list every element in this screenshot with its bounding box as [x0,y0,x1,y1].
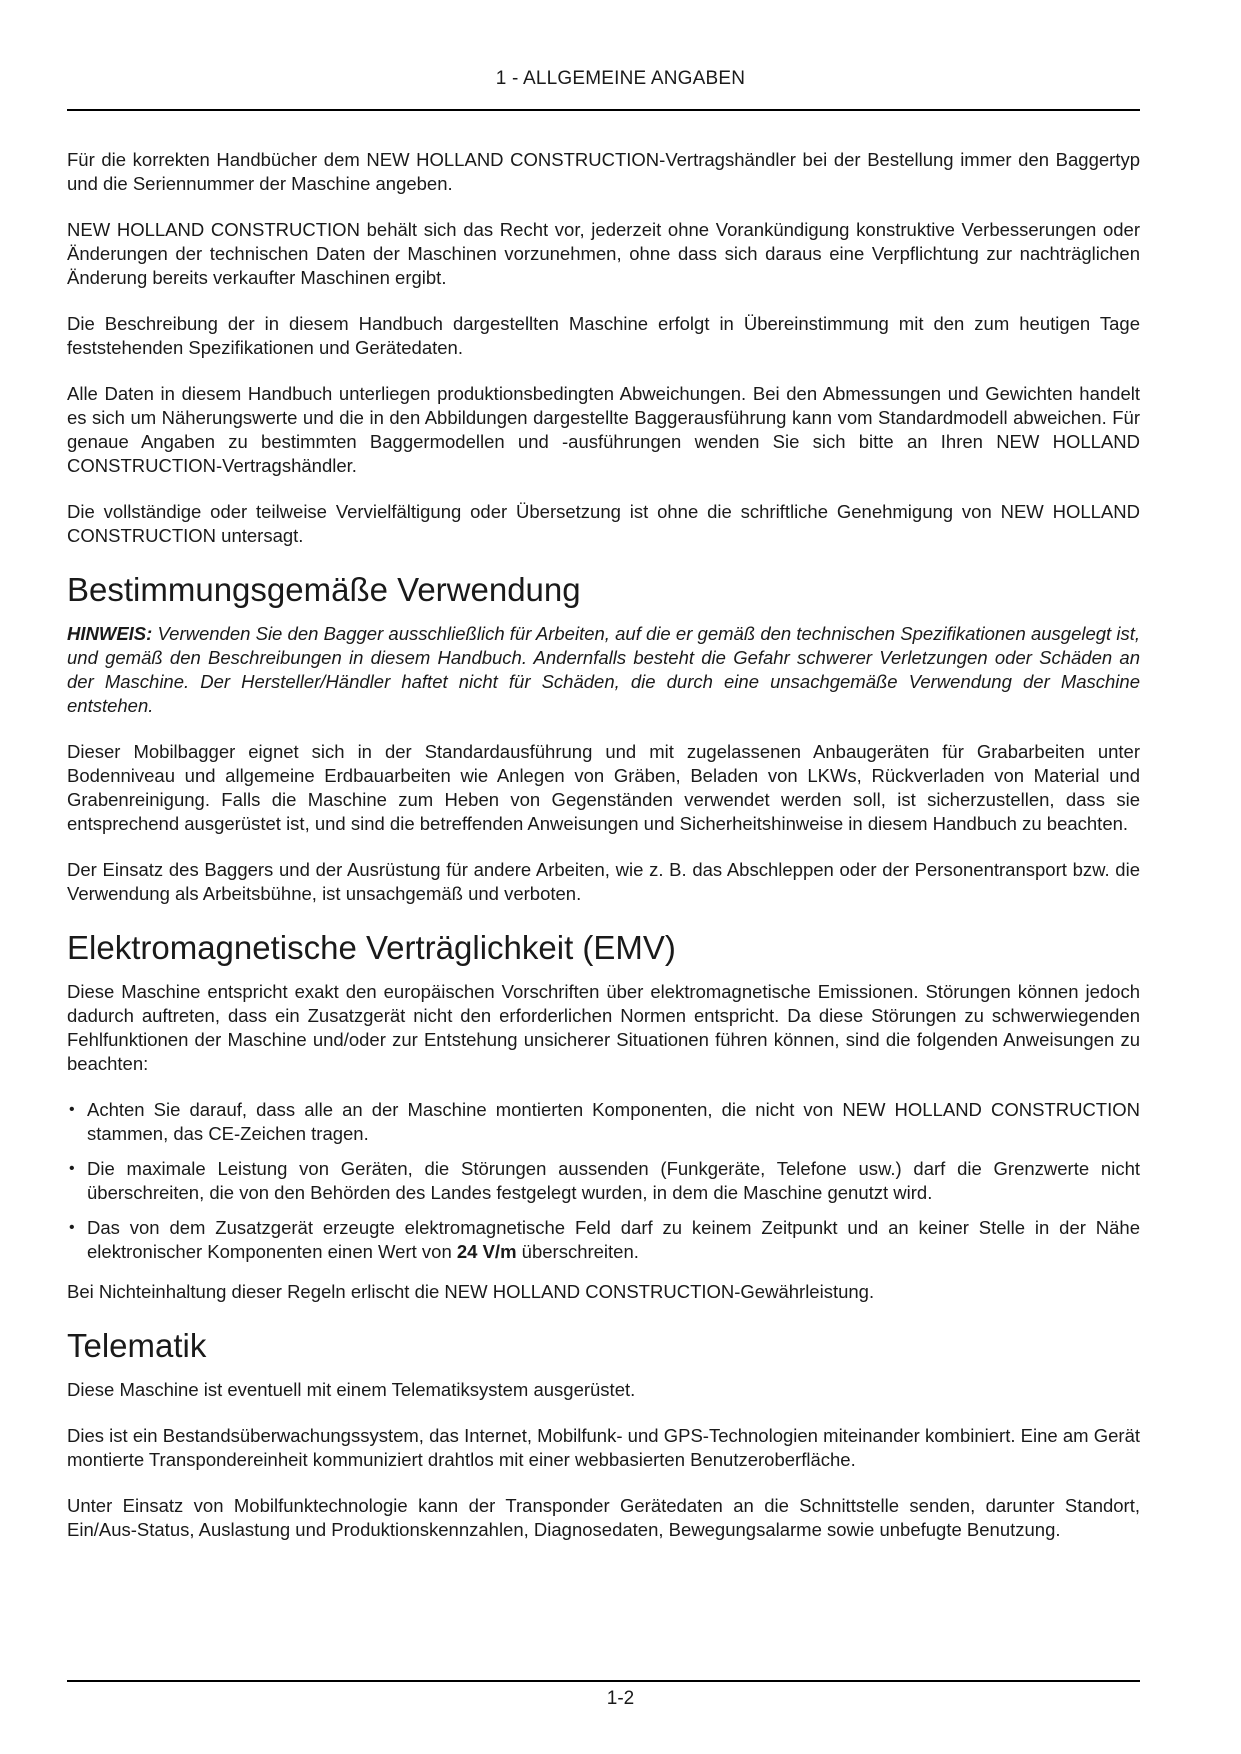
intro-paragraph: Die Beschreibung der in diesem Handbuch dargestellten Maschine erfolgt in Übereinstimmung mit den zum heutigen Tage feststehenden Spezifikationen und Gerätedaten. [67,313,1140,358]
telematik-paragraph: Unter Einsatz von Mobilfunktechnologie kann der Transponder Gerätedaten an die Schnittstelle senden, darunter Standort, Ein/Aus-Status, Auslastung und Produktionskennzahlen, Diagnosedaten, Bewegungsalarme sowie unbefugte Benutzung. [67,1495,1140,1540]
notice-text: Verwenden Sie den Bagger ausschließlich für Arbeiten, auf die er gemäß den technischen Spezifikationen ausgelegt ist, und gemäß den Beschreibungen in diesem Handbuch. Andernfalls besteht die Gefahr schwerer Verletzungen oder Schäden an der Maschine. Der Hersteller/Händler haftet nicht für Schäden, die durch eine unsachgemäße Verwendung der Maschine entstehen. [67,623,1141,716]
intro-paragraph: Alle Daten in diesem Handbuch unterliegen produktionsbedingten Abweichungen. Bei den Abmessungen und Gewichten handelt es sich um Näherungswerte und die in den Abbildungen dargestellte Baggerausführung kann vom Standardmodell abweichen. Für genaue Angaben zu bestimmten Baggermodellen und -ausführungen wenden Sie sich bitte an Ihren NEW HOLLAND CONSTRUCTION-Vertragshändler. [67,383,1140,476]
telematik-paragraph: Dies ist ein Bestandsüberwachungssystem, das Internet, Mobilfunk- und GPS-Technologien miteinander kombiniert. Eine am Gerät montierte Transpondereinheit kommuniziert drahtlos mit einer webbasierten Benutzeroberfläche. [67,1425,1140,1470]
emv-bullet-list [67,1098,1140,1264]
emv-bullet-item [67,1216,1140,1264]
section-heading-usage: Bestimmungsgemäße Verwendung [67,571,581,608]
emv-bullet-item: • Achten Sie darauf, dass alle an der Maschine montierten Komponenten, die nicht von NEW HOLLAND CONSTRUCTION stammen, das CE-Zeichen tragen. [67,1098,1140,1146]
intro-paragraph: Die vollständige oder teilweise Vervielfältigung oder Übersetzung ist ohne die schriftliche Genehmigung von NEW HOLLAND CONSTRUCTION untersagt. [67,501,1140,546]
header-rule [67,109,1140,111]
page-body [67,148,1140,1564]
footer-rule [67,1680,1140,1682]
notice-label: HINWEIS: [67,623,153,644]
field-limit-value: 24 V/m [456,1241,517,1262]
notice-paragraph [67,622,1140,718]
bullet-text: überschreiten. [516,1241,639,1262]
emv-intro-paragraph: Diese Maschine entspricht exakt den europäischen Vorschriften über elektromagnetische Emissionen. Störungen können jedoch dadurch auftreten, dass ein Zusatzgerät nicht den erforderlichen Normen entspricht. Da diese Störungen zu schwerwiegenden Fehlfunktionen der Maschine und/oder zur Entstehung unsicherer Situationen führen können, sind die folgenden Anweisungen zu beachten: [67,981,1140,1074]
section-heading-telematik: Telematik [67,1327,207,1364]
intro-paragraph: NEW HOLLAND CONSTRUCTION behält sich das Recht vor, jederzeit ohne Vorankündigung konstruktive Verbesserungen oder Änderungen der technischen Daten der Maschinen vorzunehmen, ohne dass sich daraus eine Verpflichtung zur nachträglichen Änderung bereits verkaufter Maschinen ergibt. [67,219,1140,288]
page-header: 1 - ALLGEMEINE ANGABEN [495,68,746,89]
usage-paragraph: Dieser Mobilbagger eignet sich in der Standardausführung und mit zugelassenen Anbaugeräten für Grabarbeiten unter Bodenniveau und allgemeine Erdbauarbeiten wie Anlegen von Gräben, Beladen von LKWs, Rückverladen von Material und Grabenreinigung. Falls die Maschine zum Heben von Gegenständen verwendet werden soll, ist sicherzustellen, dass sie entsprechend ausgerüstet ist, und sind die betreffenden Anweisungen und Sicherheitshinweise in diesem Handbuch zu beachten. [67,741,1140,834]
intro-paragraph: Für die korrekten Handbücher dem NEW HOLLAND CONSTRUCTION-Vertragshändler bei der Bestellung immer den Baggertyp und die Seriennummer der Maschine angeben. [67,149,1140,194]
emv-closing-paragraph: Bei Nichteinhaltung dieser Regeln erlischt die NEW HOLLAND CONSTRUCTION-Gewährleistung. [67,1281,875,1302]
bullet-text: Das von dem Zusatzgerät erzeugte elektromagnetische Feld darf zu keinem Zeitpunkt und an keiner Stelle in der Nähe elektronischer Komponenten einen Wert von [87,1217,1140,1262]
usage-paragraph: Der Einsatz des Baggers und der Ausrüstung für andere Arbeiten, wie z. B. das Abschleppen oder der Personentransport bzw. die Verwendung als Arbeitsbühne, ist unsachgemäß und verboten. [67,859,1140,904]
section-heading-emv: Elektromagnetische Verträglichkeit (EMV) [67,929,676,966]
telematik-paragraph: Diese Maschine ist eventuell mit einem Telematiksystem ausgerüstet. [67,1379,636,1400]
emv-bullet-item: • Die maximale Leistung von Geräten, die Störungen aussenden (Funkgeräte, Telefone usw.) darf die Grenzwerte nicht überschreiten, die von den Behörden des Landes festgelegt wurden, in dem die Maschine genutzt wird. [67,1157,1140,1205]
page-number: 1-2 [606,1688,635,1709]
